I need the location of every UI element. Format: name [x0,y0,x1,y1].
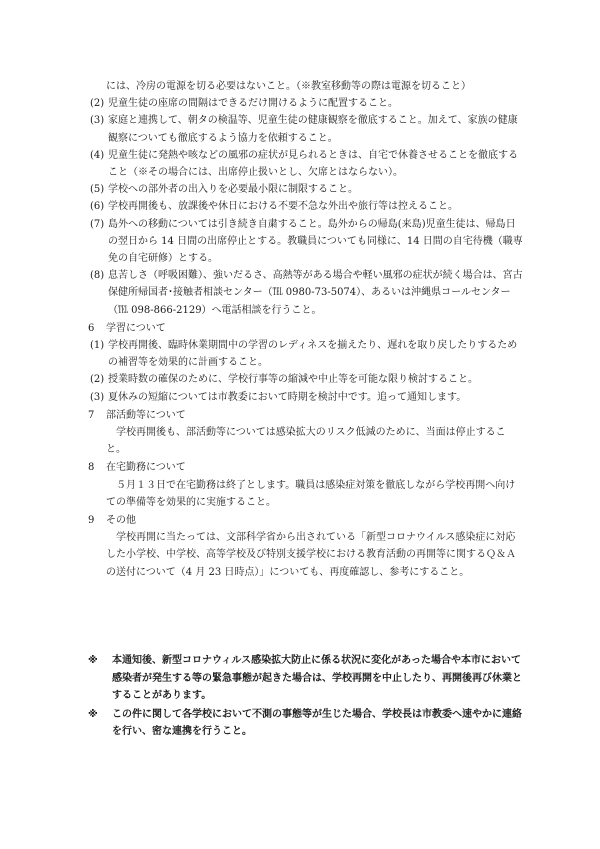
section-number: 7 [88,409,95,421]
section8-heading [88,459,524,476]
item-number: (4) [90,149,105,161]
notices [88,652,524,742]
section6-list [90,337,524,406]
item-number: (2) [90,98,105,110]
section6-heading [88,320,524,337]
item-number: (8) [90,270,105,282]
item-text: 息苦しさ（呼吸困難）、強いだるさ、高熱等がある場合や軽い風邪の症状が続く場合は、宮古保健所帰国者･接触者相談センター（℡ 0980-73-5074）、あるいは沖縄県コールセンター（℡ 098-866-2129）へ電話相談を行うこと。 [108,270,523,316]
list-item [90,95,524,112]
item-number: (3) [90,115,105,127]
item-text: 授業時数の確保のために、学校行事等の縮減や中止等を可能な限り検討すること。 [108,374,478,386]
item-number: (3) [90,391,105,403]
section-number: 9 [88,515,95,527]
reference-mark: ※ [88,655,98,666]
item-text: 家庭と連携して、朝タの検温等、児童生徒の健康観察を徹底すること。加えて、家族の健康観察についても徹底するよう協力を依頼すること。 [108,115,518,144]
item-text: 児童生徒の座席の間隔はできるだけ開けるように配置すること。 [108,98,398,110]
list-item [90,147,524,181]
notice-item [88,706,524,741]
section-title: 部活動等について [106,409,186,421]
item-text: 学校再開後も、放課後や休日における不要不急な外出や旅行等は控えること。 [108,201,458,213]
item-text: 島外への移動については引き続き自粛すること。島外からの帰島(来島)児童生徒は、帰島日の翌日から 14 日間の出席停止とする。教職員についても同様に、14 日間の自宅待機（職専免の自宅研修）とする。 [108,218,523,265]
section7-heading [88,407,524,424]
section9-body: 学校再開に当たっては、文部科学省から出されている「新型コロナウイルス感染症に対応した小学校、中学校、高等学校及び特別支援学校における教育活動の再開等に関するＱ＆Ａの送付について（4 月 23 日時点）」についても、再度確認し、参考にすること。 [106,532,516,578]
list-item [90,337,524,371]
section-title: その他 [106,515,136,527]
intro-line: には、冷房の電源を切る必要はないこと。（※教室移動等の際は電源を切ること） [106,81,471,92]
item-text: 学校再開後、臨時休業期間中の学習のレディネスを揃えたり、遅れを取り戻したりするための補習等を効果的に計画すること。 [108,340,518,369]
item-number: (6) [90,201,105,213]
item-number: (1) [90,340,105,352]
item-number: (5) [90,184,105,196]
reference-mark: ※ [88,708,98,720]
list-item [90,267,524,319]
list-item [90,181,524,198]
section7-body: 学校再開後も、部活動等については感染拡大のリスク低減のために、当面は停止すること。 [106,427,506,456]
section-title: 学習について [106,322,166,334]
list-item [90,112,524,146]
list-item [90,389,524,406]
section-number: 8 [88,462,95,474]
section9-heading [88,512,524,529]
list-item [90,216,524,268]
item-number: (2) [90,374,105,386]
section-title: 在宅勤務について [106,462,186,474]
notice-text: 本通知後、新型コロナウィルス感染拡大防止に係る状況に変化があった場合や本市において感染者が発生する等の緊急事態が起きた場合は、学校再開を中止したり、再開後再び休業とすることがあります。 [112,655,522,701]
section-number: 6 [88,322,95,334]
section8-body: ５月１３日で在宅勤務は終了とします。職員は感染症対策を徹底しながら学校再開へ向けての準備等を効果的に実施すること。 [106,479,516,508]
list-item [90,371,524,388]
item-text: 学校への部外者の出入りを必要最小限に制限すること。 [108,184,358,196]
item-text: 夏休みの短縮については市教委において時期を検討中です。追って通知します。 [108,391,467,403]
notice-item [88,652,524,705]
notice-text: この件に関して各学校において不測の事態等が生じた場合、学校長は市教委へ速やかに連絡を行い、密な連携を行うこと。 [112,708,522,737]
list-item [90,198,524,215]
item-number: (7) [90,218,105,230]
document-body [88,78,524,581]
section5-list [90,95,524,319]
item-text: 児童生徒に発熱や咳などの風邪の症状が見られるときは、自宅で休養させることを徹底すること（※その場合には、出席停止扱いとし、欠席とはならない）。 [108,149,518,179]
